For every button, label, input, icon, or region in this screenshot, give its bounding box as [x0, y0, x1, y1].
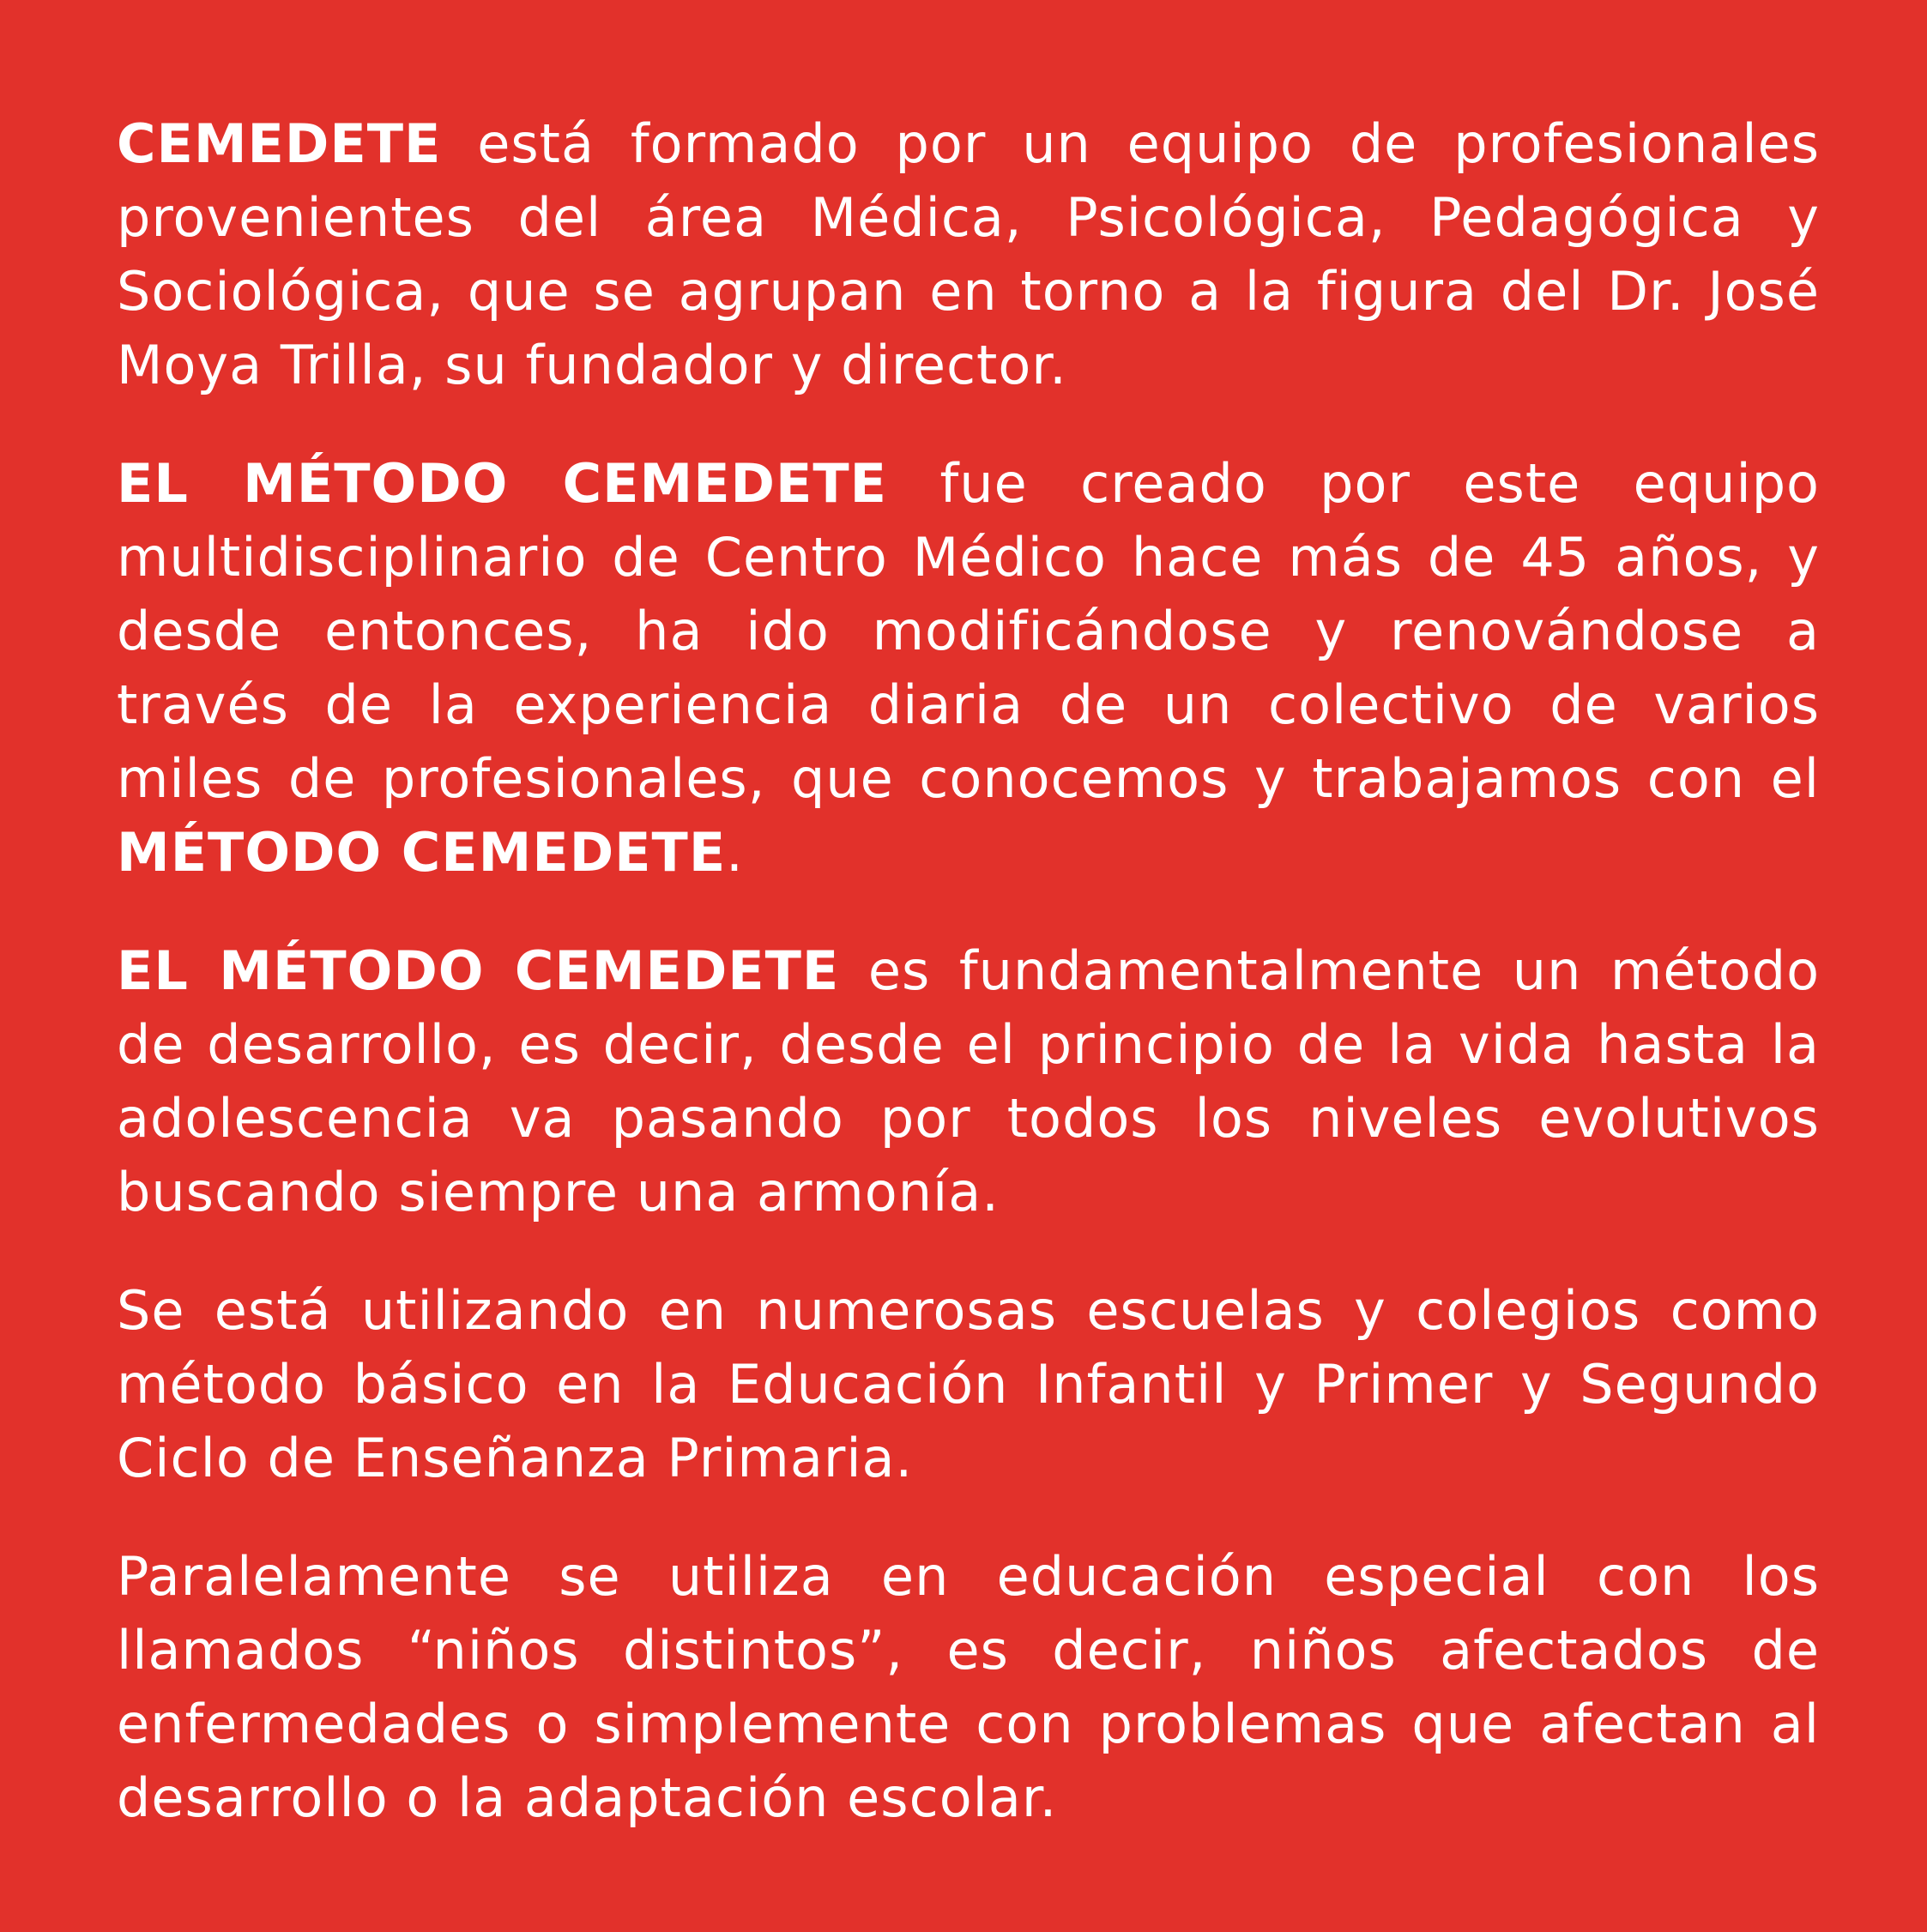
paragraph-text: está formado por un equipo de profesionales provenientes del área Médica, Psicológica, Pedagógica y Sociológica, que se agrupan en torno a la figura del Dr. José Moya Trilla, su fundador y director. — [117, 112, 1820, 396]
paragraph-text: Paralelamente se utiliza en educación especial con los llamados “niños distintos”, es decir, niños afectados de enfermedades o simplemente con problemas que afectan al desarrollo o la adaptación escolar. — [117, 1545, 1820, 1829]
paragraph-method-development — [117, 934, 1820, 1229]
paragraph-intro — [117, 107, 1820, 402]
paragraph-text: Se está utilizando en numerosas escuelas y colegios como método básico en la Educación Infantil y Primer y Segundo Ciclo de Enseñanza Primaria. — [117, 1279, 1820, 1489]
method-name: EL MÉTODO CEMEDETE — [117, 939, 840, 1002]
paragraph-text: fue creado por este equipo multidisciplinario de Centro Médico hace más de 45 años, y desde entonces, ha ido modificándose y renovándose a través de la experiencia diaria de un colectivo de varios miles de profesionales, que conocemos y trabajamos con el — [117, 452, 1820, 810]
method-name-inline: MÉTODO CEMEDETE — [117, 821, 727, 884]
method-name: EL MÉTODO CEMEDETE — [117, 452, 888, 515]
paragraph-special-education — [117, 1540, 1820, 1835]
paragraph-method-origin — [117, 447, 1820, 890]
paragraph-schools — [117, 1274, 1820, 1495]
text-block — [117, 107, 1820, 1835]
paragraph-text: es fundamentalmente un método de desarrollo, es decir, desde el principio de la vida hasta la adolescencia va pasando por todos los niveles evolutivos buscando siempre una armonía. — [117, 939, 1820, 1223]
brand-name: CEMEDETE — [117, 112, 442, 175]
paragraph-end: . — [726, 821, 744, 884]
